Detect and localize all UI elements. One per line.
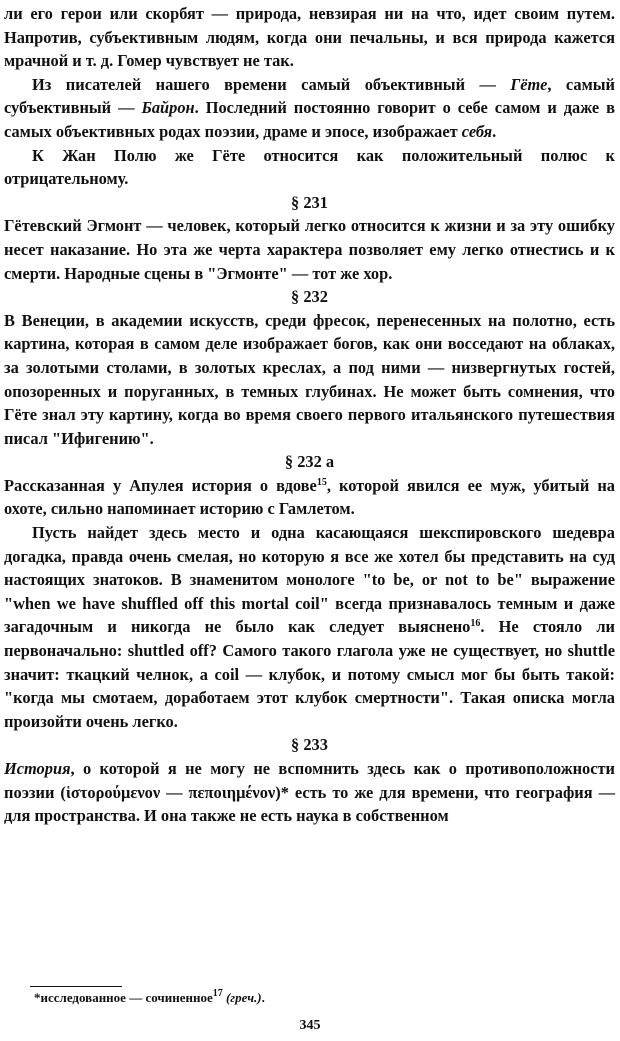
text-run: . (492, 121, 497, 141)
paragraph: ли его герои или скорбят — природа, невзирая ни на что, идет своим путем. Напротив, субъективным людям, когда они печальны, и вся природа кажется мрачной и т. д. Гомер чувствует не так. (4, 4, 615, 71)
footnote-ref: 15 (316, 476, 327, 488)
text-run: , которой явился ее муж, убитый на охоте, сильно напоминает историю с Гамлетом. (4, 475, 615, 519)
section-heading-232a: § 232 а (284, 452, 335, 472)
section-heading-231: § 231 (291, 192, 328, 212)
text-run: Пусть найдет здесь место и одна касающаяся шекспировского шедевра догадка, правда очень смелая, но которую я все же хотел бы представить на суд настоящих знатоков. В знаменитом монологе "to be, or not to be" выражение "when we have shuffled off this mortal coil" всегда признавалось темным и даже загадочным и никогда не было как следует выяснено (4, 523, 615, 637)
text-run: Из писателей нашего времени самый объективный — (32, 74, 511, 94)
paragraph (4, 757, 615, 828)
paragraph (4, 73, 615, 144)
footnote-lang: (греч.) (225, 990, 262, 1005)
paragraph (4, 521, 615, 733)
page-body (4, 2, 615, 828)
page-number: 345 (299, 1018, 321, 1033)
footnote-ref: 16 (470, 618, 481, 630)
text-run: Рассказанная у Апулея история о вдове (4, 475, 317, 495)
text-run: , о которой я не могу не вспомнить здесь как о противоположности поэзии (ἱστορούμενον — πεποιημένον)* есть то же для времени, что география — для пространства. И она также не есть наука в собственном (4, 759, 615, 826)
footnote-ref: 17 (212, 988, 223, 999)
text-run: . Последний постоянно говорит о себе самом и даже в самых объективных родах поэзии, драме и эпосе, изображает (4, 98, 615, 141)
italic-word: История (4, 759, 71, 778)
footnote (34, 990, 265, 1006)
text-run: , самый субъективный — (4, 74, 615, 118)
paragraph: К Жан Полю же Гёте относится как положительный полюс к отрицательному. (4, 145, 615, 189)
italic-name: Гёте (510, 74, 548, 94)
footnote-divider (30, 986, 122, 987)
italic-name: Байрон (141, 98, 195, 118)
section-heading-232: § 232 (291, 287, 328, 307)
footnote-end: . (261, 990, 265, 1005)
text-run: . Не стояло ли первоначально: shuttled off? Самого такого глагола уже не существует, но shuttle значит: ткацкий челнок, а coil — клубок, и потому смысл мог бы быть такой: "когда мы смотаем, доработаем этот клубок смертности". Такая описка могла произойти очень легко. (4, 617, 616, 731)
paragraph (4, 474, 615, 521)
paragraph: В Венеции, в академии искусств, среди фресок, перенесенных на полотно, есть картина, которая в самом деле изображает богов, как они восседают на облаках, за золотыми столами, в золотых креслах, а под ними — низвергнутых гостей, опозоренных и поруганных, в темных глубинах. Не может быть сомнения, что Гёте знал эту картину, когда во время своего первого итальянского путешествия писал "Ифигению". (4, 310, 615, 448)
section-heading-233: § 233 (291, 735, 328, 755)
paragraph: Гётевский Эгмонт — человек, который легко относится к жизни и за эту ошибку несет наказание. Но эта же черта характера позволяет ему легко отнестись и к смерти. Народные сцены в "Эгмонте" — тот же хор. (4, 216, 615, 283)
italic-word: себя (461, 121, 493, 141)
footnote-text: *исследованное — сочиненное (34, 990, 213, 1005)
